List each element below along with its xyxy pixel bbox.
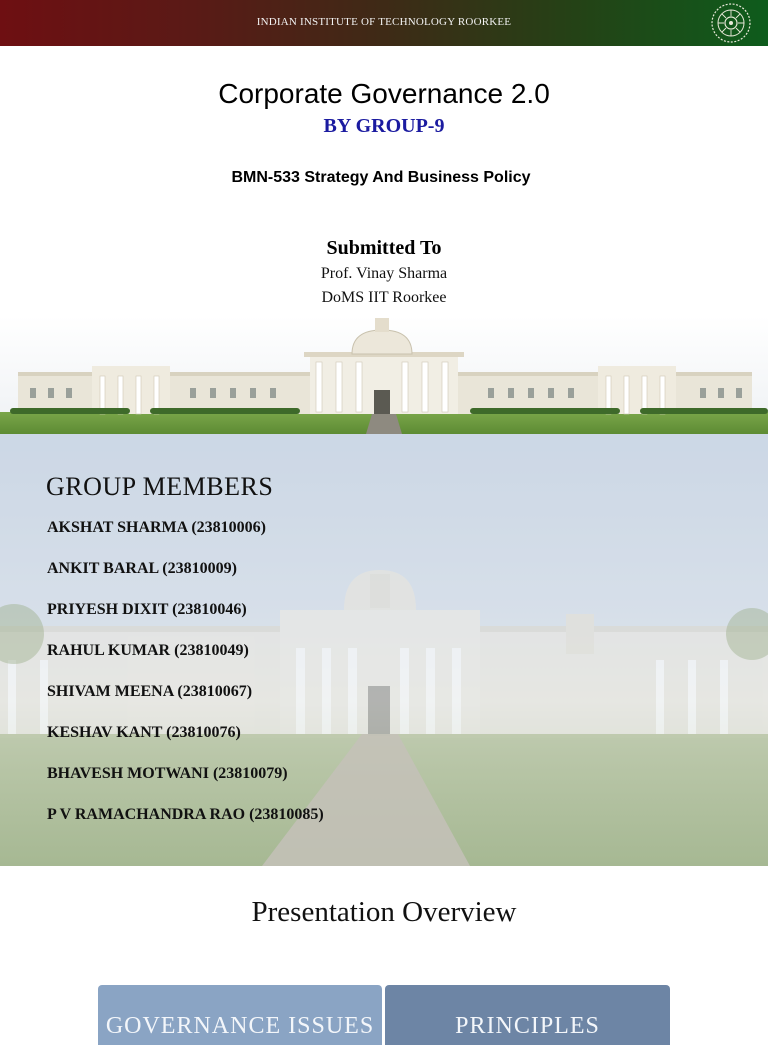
group-members-panel <box>0 434 768 866</box>
overview-title: Presentation Overview <box>251 896 517 928</box>
member-item: AKSHAT SHARMA (23810006) <box>47 519 266 536</box>
course-name: BMN-533 Strategy And Business Policy <box>231 169 531 186</box>
campus-building-image <box>0 316 768 434</box>
iit-roorkee-seal-icon <box>702 1 760 45</box>
member-item: PRIYESH DIXIT (23810046) <box>47 601 247 618</box>
page-title: Corporate Governance 2.0 <box>218 78 550 109</box>
member-item: BHAVESH MOTWANI (23810079) <box>47 765 288 782</box>
member-item: ANKIT BARAL (23810009) <box>47 560 237 577</box>
group-members-heading: GROUP MEMBERS <box>46 472 274 501</box>
member-item: RAHUL KUMAR (23810049) <box>47 642 249 659</box>
professor-name: Prof. Vinay Sharma <box>320 265 448 282</box>
submitted-to-heading: Submitted To <box>326 237 442 259</box>
member-item: P V RAMACHANDRA RAO (23810085) <box>47 806 324 823</box>
member-item: SHIVAM MEENA (23810067) <box>47 683 253 700</box>
group-subtitle: BY GROUP-9 <box>323 115 445 137</box>
principles-tile[interactable]: PRINCIPLES <box>385 985 670 1045</box>
member-item: KESHAV KANT (23810076) <box>47 724 241 741</box>
member-list <box>47 519 324 847</box>
header-band <box>0 0 768 46</box>
department-name: DoMS IIT Roorkee <box>321 289 447 306</box>
governance-issues-tile[interactable]: GOVERNANCE ISSUES <box>98 985 382 1045</box>
institute-name: INDIAN INSTITUTE OF TECHNOLOGY ROORKEE <box>256 16 512 28</box>
